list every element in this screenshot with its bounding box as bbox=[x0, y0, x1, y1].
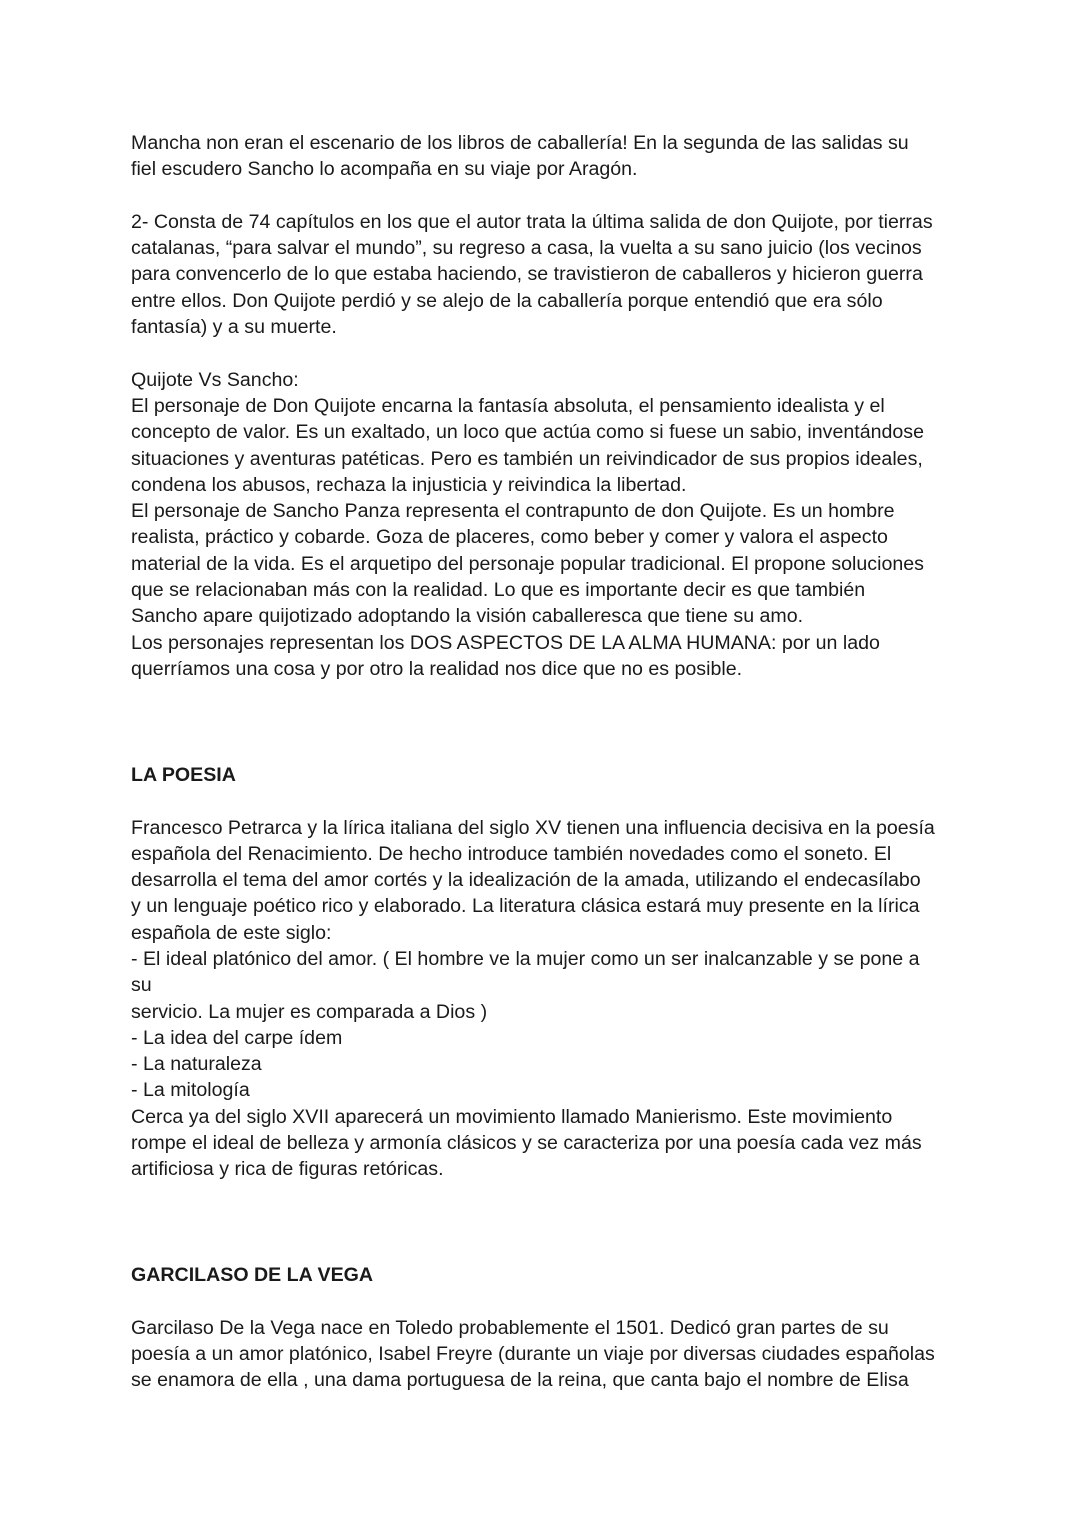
paragraph-line: El personaje de Sancho Panza representa el contrapunto de don Quijote. Es un hombre bbox=[131, 500, 895, 522]
paragraph-line: entre ellos. Don Quijote perdió y se alejo de la caballería porque entendió que era sólo bbox=[131, 290, 883, 312]
paragraph-line: rompe el ideal de belleza y armonía clásicos y se caracteriza por una poesía cada vez más bbox=[131, 1132, 922, 1154]
paragraph-line: para convencerlo de lo que estaba haciendo, se travistieron de caballeros y hicieron guerra bbox=[131, 263, 923, 285]
paragraph-line: El personaje de Don Quijote encarna la fantasía absoluta, el pensamiento idealista y el bbox=[131, 395, 885, 417]
paragraph-line: situaciones y aventuras patéticas. Pero es también un reivindicador de sus propios ideales, bbox=[131, 448, 923, 470]
section-heading-garcilaso: GARCILASO DE LA VEGA bbox=[131, 1264, 374, 1286]
paragraph-line: servicio. La mujer es comparada a Dios ) bbox=[131, 1001, 488, 1023]
list-item: - La idea del carpe ídem bbox=[131, 1027, 343, 1049]
paragraph-line: querríamos una cosa y por otro la realidad nos dice que no es posible. bbox=[131, 658, 743, 680]
paragraph-line: material de la vida. Es el arquetipo del personaje popular tradicional. El propone soluciones bbox=[131, 553, 924, 575]
paragraph-line: Cerca ya del siglo XVII aparecerá un movimiento llamado Manierismo. Este movimiento bbox=[131, 1106, 893, 1128]
paragraph-line: fantasía) y a su muerte. bbox=[131, 316, 337, 338]
paragraph-line: desarrolla el tema del amor cortés y la idealización de la amada, utilizando el endecasílabo bbox=[131, 869, 921, 891]
paragraph-line: poesía a un amor platónico, Isabel Freyre (durante un viaje por diversas ciudades españolas bbox=[131, 1343, 935, 1365]
paragraph-line: concepto de valor. Es un exaltado, un loco que actúa como si fuese un sabio, inventándose bbox=[131, 421, 924, 443]
paragraph-line: española del Renacimiento. De hecho introduce también novedades como el soneto. El bbox=[131, 843, 892, 865]
list-item: - La naturaleza bbox=[131, 1053, 262, 1075]
paragraph-line: española de este siglo: bbox=[131, 922, 332, 944]
paragraph-line: Mancha non eran el escenario de los libros de caballería! En la segunda de las salidas su bbox=[131, 132, 909, 154]
paragraph-line: su bbox=[131, 974, 152, 996]
paragraph-line: y un lenguaje poético rico y elaborado. La literatura clásica estará muy presente en la lírica bbox=[131, 895, 920, 917]
paragraph-line: que se relacionaban más con la realidad. Lo que es importante decir es que también bbox=[131, 579, 866, 601]
paragraph-line: condena los abusos, rechaza la injusticia y reivindica la libertad. bbox=[131, 474, 687, 496]
paragraph-line: Garcilaso De la Vega nace en Toledo probablemente el 1501. Dedicó gran partes de su bbox=[131, 1317, 889, 1339]
paragraph-line: - El ideal platónico del amor. ( El hombre ve la mujer como un ser inalcanzable y se pone a bbox=[131, 948, 920, 970]
paragraph-line: catalanas, “para salvar el mundo”, su regreso a casa, la vuelta a su sano juicio (los vecinos bbox=[131, 237, 922, 259]
paragraph-line: 2- Consta de 74 capítulos en los que el autor trata la última salida de don Quijote, por tierras bbox=[131, 211, 933, 233]
paragraph-line: realista, práctico y cobarde. Goza de placeres, como beber y comer y valora el aspecto bbox=[131, 526, 888, 548]
paragraph-line: Quijote Vs Sancho: bbox=[131, 369, 299, 391]
paragraph-line: Francesco Petrarca y la lírica italiana del siglo XV tienen una influencia decisiva en la poesía bbox=[131, 817, 935, 839]
paragraph-line: Sancho apare quijotizado adoptando la visión caballeresca que tiene su amo. bbox=[131, 605, 804, 627]
paragraph-line: artificiosa y rica de figuras retóricas. bbox=[131, 1158, 444, 1180]
list-item: - La mitología bbox=[131, 1079, 250, 1101]
section-heading-poesia: LA POESIA bbox=[131, 764, 236, 786]
paragraph-line: Los personajes representan los DOS ASPECTOS DE LA ALMA HUMANA: por un lado bbox=[131, 632, 880, 654]
paragraph-line: se enamora de ella , una dama portuguesa de la reina, que canta bajo el nombre de Elisa bbox=[131, 1369, 909, 1391]
paragraph-line: fiel escudero Sancho lo acompaña en su viaje por Aragón. bbox=[131, 158, 638, 180]
